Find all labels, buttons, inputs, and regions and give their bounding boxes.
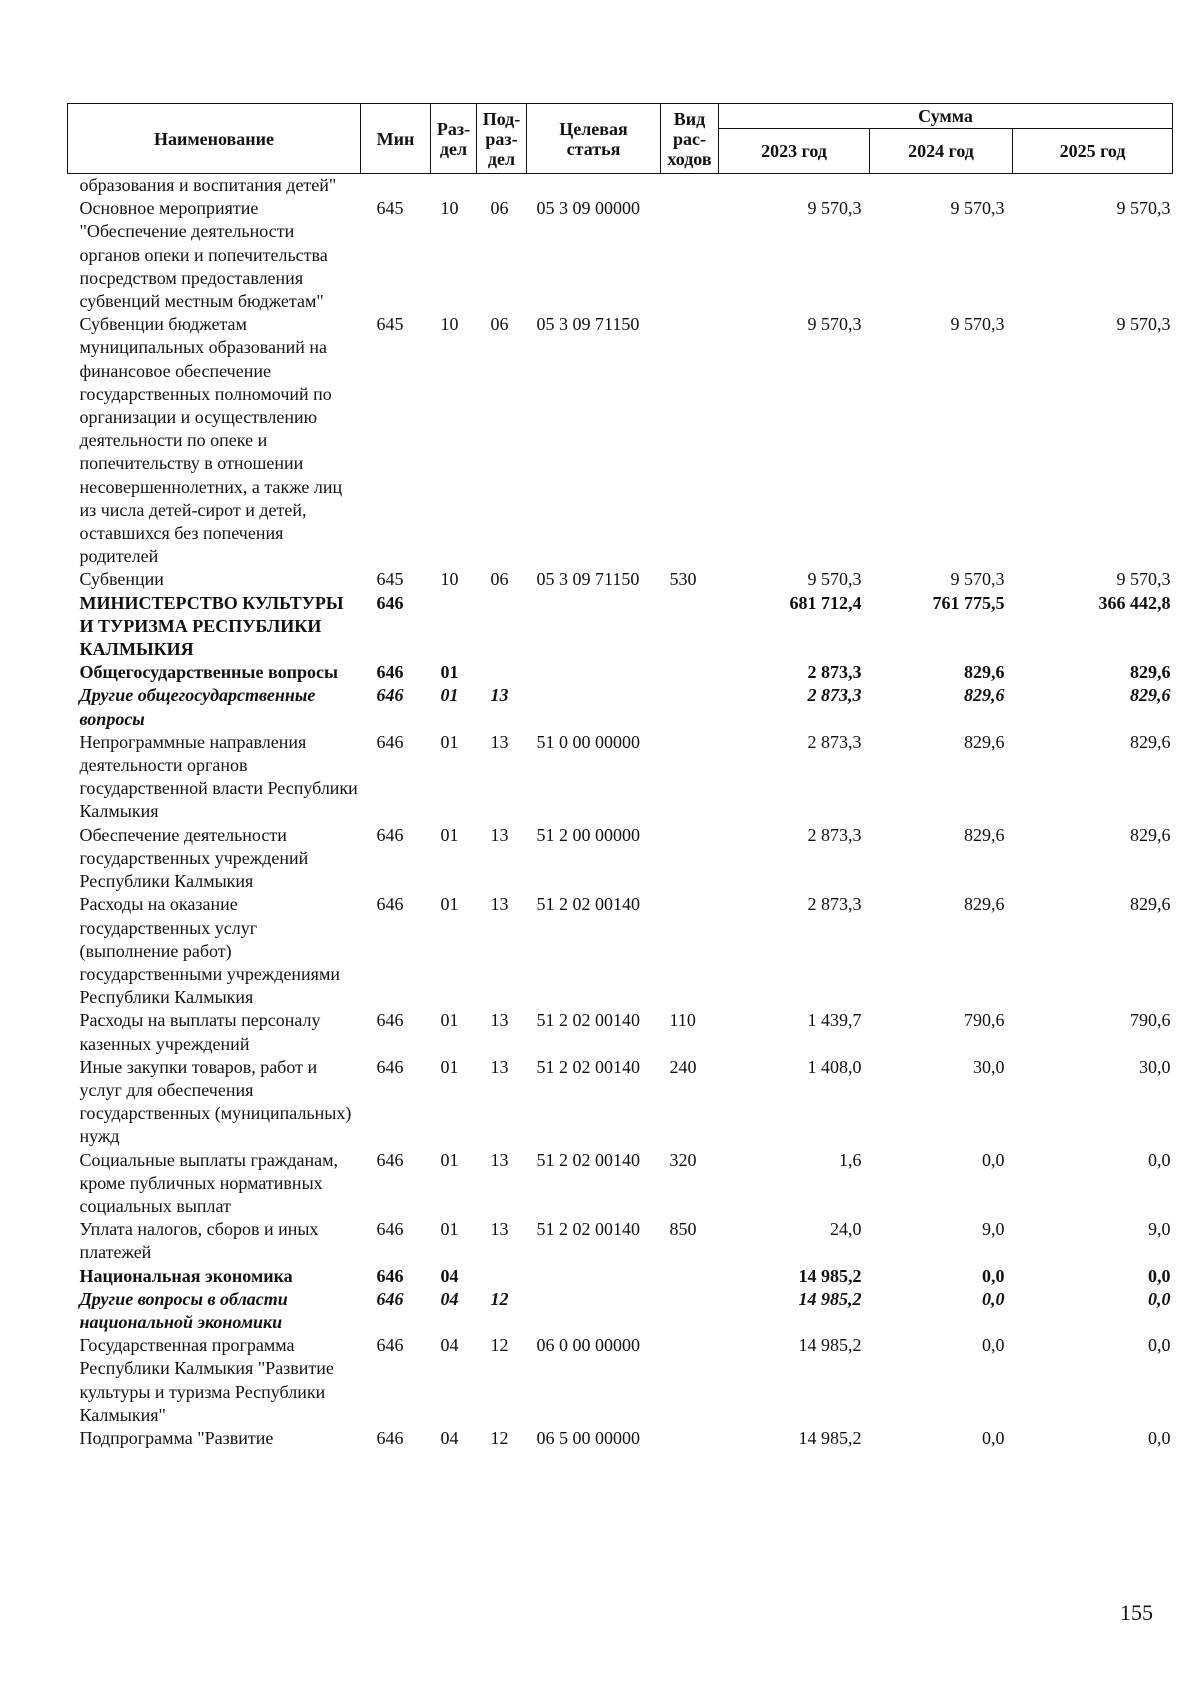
row-name: Другие общегосударственные вопросы — [79, 685, 316, 729]
row-sum-2025: 366 442,8 — [1098, 592, 1171, 613]
row-min: 646 — [376, 731, 404, 752]
row-sum-2025: 9,0 — [1148, 1219, 1171, 1240]
row-celevaya: 06 5 00 00000 — [536, 1427, 640, 1448]
row-podrazdel: 13 — [490, 824, 509, 845]
row-name: Национальная экономика — [79, 1265, 293, 1286]
row-razdel: 04 — [440, 1335, 459, 1356]
row-vid — [661, 313, 719, 568]
row-name: Другие вопросы в области национальной экономики — [79, 1288, 288, 1332]
row-celevaya: 05 3 09 71150 — [536, 569, 640, 590]
table-row — [68, 197, 1173, 313]
row-podrazdel — [477, 661, 527, 684]
row-razdel: 10 — [440, 314, 459, 335]
row-min — [361, 174, 431, 198]
row-podrazdel: 06 — [490, 198, 509, 219]
row-razdel — [431, 174, 477, 198]
table-body — [68, 174, 1173, 1451]
row-celevaya: 51 2 02 00140 — [536, 1149, 640, 1170]
page-number: 155 — [1120, 1600, 1153, 1625]
row-name: образования и воспитания детей" — [79, 175, 337, 195]
table-row — [68, 684, 1173, 730]
header-summa: Сумма — [719, 104, 1173, 129]
row-min: 646 — [376, 824, 404, 845]
row-sum-2025: 829,6 — [1130, 685, 1171, 706]
header-min: Мин — [361, 104, 431, 174]
row-sum-2024 — [870, 174, 1013, 198]
row-podrazdel — [477, 592, 527, 662]
row-sum-2023: 2 873,3 — [807, 685, 862, 706]
row-vid — [661, 1334, 719, 1427]
row-min: 646 — [376, 1010, 404, 1031]
row-podrazdel: 13 — [490, 1010, 509, 1031]
row-celevaya: 51 2 02 00140 — [536, 894, 640, 915]
table-row — [68, 731, 1173, 824]
row-podrazdel: 13 — [490, 685, 509, 706]
row-sum-2024: 0,0 — [982, 1288, 1005, 1309]
row-podrazdel: 12 — [490, 1427, 509, 1448]
row-sum-2024: 790,6 — [964, 1010, 1005, 1031]
row-vid — [661, 1265, 719, 1288]
row-sum-2024: 9 570,3 — [950, 569, 1005, 590]
row-name: Общегосударственные вопросы — [79, 662, 338, 683]
header-year-2024: 2024 год — [870, 129, 1013, 174]
row-name: МИНИСТЕРСТВО КУЛЬТУРЫ И ТУРИЗМА РЕСПУБЛИКИ КАЛМЫКИЯ — [79, 592, 344, 660]
row-razdel: 01 — [440, 685, 459, 706]
row-name: Иные закупки товаров, работ и услуг для обеспечения государственных (муниципальных) нужд — [79, 1056, 352, 1147]
row-vid — [661, 731, 719, 824]
row-sum-2025: 0,0 — [1148, 1335, 1171, 1356]
row-sum-2024: 0,0 — [982, 1427, 1005, 1448]
row-sum-2023: 9 570,3 — [807, 314, 862, 335]
row-sum-2025: 0,0 — [1148, 1149, 1171, 1170]
row-vid — [661, 824, 719, 894]
row-min: 645 — [376, 314, 404, 335]
row-sum-2023: 9 570,3 — [807, 198, 862, 219]
row-celevaya — [527, 684, 661, 730]
table-header — [68, 104, 1173, 174]
row-celevaya: 51 0 00 00000 — [536, 731, 640, 752]
row-sum-2025 — [1013, 174, 1173, 198]
row-vid: 320 — [669, 1149, 697, 1170]
row-vid — [661, 1288, 719, 1334]
row-vid — [661, 893, 719, 1009]
row-podrazdel — [477, 1265, 527, 1288]
row-podrazdel: 13 — [490, 1219, 509, 1240]
row-razdel: 10 — [440, 569, 459, 590]
row-sum-2025: 30,0 — [1139, 1056, 1171, 1077]
row-razdel: 04 — [440, 1427, 459, 1448]
row-sum-2023: 2 873,3 — [807, 731, 862, 752]
row-name: Подпрограмма "Развитие — [79, 1427, 274, 1448]
row-celevaya — [527, 174, 661, 198]
row-sum-2024: 9 570,3 — [950, 198, 1005, 219]
row-podrazdel: 13 — [490, 1149, 509, 1170]
table-row — [68, 313, 1173, 568]
table-row — [68, 1218, 1173, 1264]
row-sum-2023: 1 408,0 — [807, 1056, 862, 1077]
row-celevaya: 05 3 09 00000 — [536, 198, 640, 219]
row-sum-2025: 829,6 — [1130, 662, 1171, 683]
row-sum-2023: 9 570,3 — [807, 569, 862, 590]
row-sum-2025: 0,0 — [1148, 1427, 1171, 1448]
row-sum-2023: 2 873,3 — [807, 824, 862, 845]
row-razdel: 01 — [440, 731, 459, 752]
row-vid: 850 — [669, 1219, 697, 1240]
row-sum-2025: 829,6 — [1130, 894, 1171, 915]
header-name: Наименование — [68, 104, 361, 174]
row-vid — [661, 592, 719, 662]
header-year-2025: 2025 год — [1013, 129, 1173, 174]
table-row — [68, 568, 1173, 591]
row-sum-2024: 0,0 — [982, 1265, 1005, 1286]
row-sum-2025: 9 570,3 — [1116, 569, 1171, 590]
table-row — [68, 174, 1173, 198]
header-podrazdel: Под- раз- дел — [477, 104, 527, 174]
row-podrazdel — [477, 174, 527, 198]
row-razdel: 01 — [440, 894, 459, 915]
row-min: 646 — [376, 1335, 404, 1356]
table-row — [68, 893, 1173, 1009]
row-sum-2025: 0,0 — [1148, 1265, 1171, 1286]
row-sum-2024: 30,0 — [973, 1056, 1005, 1077]
row-min: 646 — [376, 1427, 404, 1448]
row-celevaya — [527, 661, 661, 684]
row-podrazdel: 13 — [490, 1056, 509, 1077]
row-vid: 240 — [669, 1056, 697, 1077]
row-sum-2023: 14 985,2 — [798, 1265, 862, 1286]
row-celevaya: 51 2 02 00140 — [536, 1010, 640, 1031]
row-podrazdel: 06 — [490, 314, 509, 335]
header-razdel: Раз- дел — [431, 104, 477, 174]
budget-table-page — [67, 103, 1172, 1450]
row-min: 645 — [376, 198, 404, 219]
row-vid: 110 — [669, 1010, 696, 1031]
row-min: 646 — [376, 685, 404, 706]
budget-table — [67, 103, 1173, 1450]
row-sum-2024: 829,6 — [964, 894, 1005, 915]
row-podrazdel: 12 — [490, 1335, 509, 1356]
row-vid — [661, 174, 719, 198]
row-sum-2023: 14 985,2 — [798, 1427, 862, 1448]
row-name: Расходы на выплаты персоналу казенных учреждений — [79, 1010, 321, 1054]
row-podrazdel: 06 — [490, 569, 509, 590]
row-sum-2023: 2 873,3 — [807, 894, 862, 915]
row-sum-2023: 1 439,7 — [807, 1010, 862, 1031]
row-sum-2024: 829,6 — [964, 685, 1005, 706]
row-razdel: 01 — [440, 662, 459, 683]
row-sum-2023: 24,0 — [830, 1219, 862, 1240]
row-razdel — [431, 592, 477, 662]
row-sum-2023: 14 985,2 — [798, 1288, 862, 1309]
row-sum-2023: 1,6 — [839, 1149, 862, 1170]
row-vid: 530 — [669, 569, 697, 590]
row-celevaya — [527, 1288, 661, 1334]
table-row — [68, 1427, 1173, 1450]
row-razdel: 04 — [440, 1265, 459, 1286]
row-vid — [661, 197, 719, 313]
row-podrazdel: 13 — [490, 731, 509, 752]
row-min: 646 — [376, 1056, 404, 1077]
row-name: Социальные выплаты гражданам, кроме публичных нормативных социальных выплат — [79, 1149, 338, 1216]
row-sum-2023: 2 873,3 — [807, 662, 862, 683]
header-vid: Вид рас- ходов — [661, 104, 719, 174]
row-sum-2024: 829,6 — [964, 824, 1005, 845]
row-name: Государственная программа Республики Калмыкия "Развитие культуры и туризма Республики Калмыкия" — [79, 1335, 334, 1425]
row-min: 646 — [376, 1288, 404, 1309]
row-sum-2024: 0,0 — [982, 1335, 1005, 1356]
row-min: 646 — [376, 662, 404, 683]
row-name: Основное мероприятие "Обеспечение деятельности органов опеки и попечительства посредством предоставления субвенций местным бюджетам" — [79, 198, 328, 312]
row-sum-2025: 829,6 — [1130, 824, 1171, 845]
row-min: 646 — [376, 1149, 404, 1170]
row-sum-2024: 829,6 — [964, 731, 1005, 752]
table-row — [68, 661, 1173, 684]
row-sum-2025: 9 570,3 — [1116, 198, 1171, 219]
row-razdel: 01 — [440, 1010, 459, 1031]
row-sum-2024: 9,0 — [982, 1219, 1005, 1240]
row-min: 646 — [376, 1219, 404, 1240]
row-podrazdel: 13 — [490, 894, 509, 915]
row-name: Субвенции бюджетам муниципальных образований на финансовое обеспечение государственных полномочий по организации и осуществлению деятельности по опеке и попечительству в отношении несовершеннолетних, а также лиц из числа детей-сирот и детей, оставшихся без попечения родителей — [79, 314, 343, 567]
row-sum-2024: 829,6 — [964, 662, 1005, 683]
row-min: 646 — [376, 894, 404, 915]
row-vid — [661, 661, 719, 684]
row-razdel: 01 — [440, 1219, 459, 1240]
row-sum-2025: 9 570,3 — [1116, 314, 1171, 335]
table-row — [68, 1288, 1173, 1334]
row-celevaya: 51 2 02 00140 — [536, 1056, 640, 1077]
row-razdel: 01 — [440, 1149, 459, 1170]
row-vid — [661, 1427, 719, 1450]
row-celevaya: 05 3 09 71150 — [536, 314, 640, 335]
table-row — [68, 1056, 1173, 1149]
row-name: Расходы на оказание государственных услуг (выполнение работ) государственными учреждениями Республики Калмыкия — [79, 894, 340, 1008]
row-sum-2025: 0,0 — [1148, 1288, 1171, 1309]
row-sum-2024: 9 570,3 — [950, 314, 1005, 335]
row-sum-2023 — [719, 174, 870, 198]
row-sum-2023: 681 712,4 — [789, 592, 862, 613]
row-sum-2024: 761 775,5 — [932, 592, 1005, 613]
row-min: 646 — [376, 592, 404, 613]
row-sum-2025: 790,6 — [1130, 1010, 1171, 1031]
table-row — [68, 1334, 1173, 1427]
row-sum-2024: 0,0 — [982, 1149, 1005, 1170]
row-name: Субвенции — [79, 569, 164, 590]
table-row — [68, 1009, 1173, 1055]
header-celevaya: Целевая статья — [527, 104, 661, 174]
row-razdel: 01 — [440, 1056, 459, 1077]
header-year-2023: 2023 год — [719, 129, 870, 174]
row-celevaya: 51 2 02 00140 — [536, 1219, 640, 1240]
row-celevaya: 51 2 00 00000 — [536, 824, 640, 845]
table-row — [68, 1265, 1173, 1288]
table-row — [68, 592, 1173, 662]
row-name: Непрограммные направления деятельности органов государственной власти Республики Калмыкия — [79, 731, 358, 822]
row-min: 645 — [376, 569, 404, 590]
row-celevaya — [527, 592, 661, 662]
table-row — [68, 1149, 1173, 1219]
row-podrazdel: 12 — [490, 1288, 509, 1309]
row-sum-2023: 14 985,2 — [798, 1335, 862, 1356]
row-name: Обеспечение деятельности государственных учреждений Республики Калмыкия — [79, 824, 309, 892]
row-vid — [661, 684, 719, 730]
table-row — [68, 824, 1173, 894]
row-celevaya: 06 0 00 00000 — [536, 1335, 640, 1356]
row-name: Уплата налогов, сборов и иных платежей — [79, 1219, 319, 1263]
row-razdel: 04 — [440, 1288, 459, 1309]
row-min: 646 — [376, 1265, 404, 1286]
row-razdel: 10 — [440, 198, 459, 219]
row-sum-2025: 829,6 — [1130, 731, 1171, 752]
row-celevaya — [527, 1265, 661, 1288]
row-razdel: 01 — [440, 824, 459, 845]
